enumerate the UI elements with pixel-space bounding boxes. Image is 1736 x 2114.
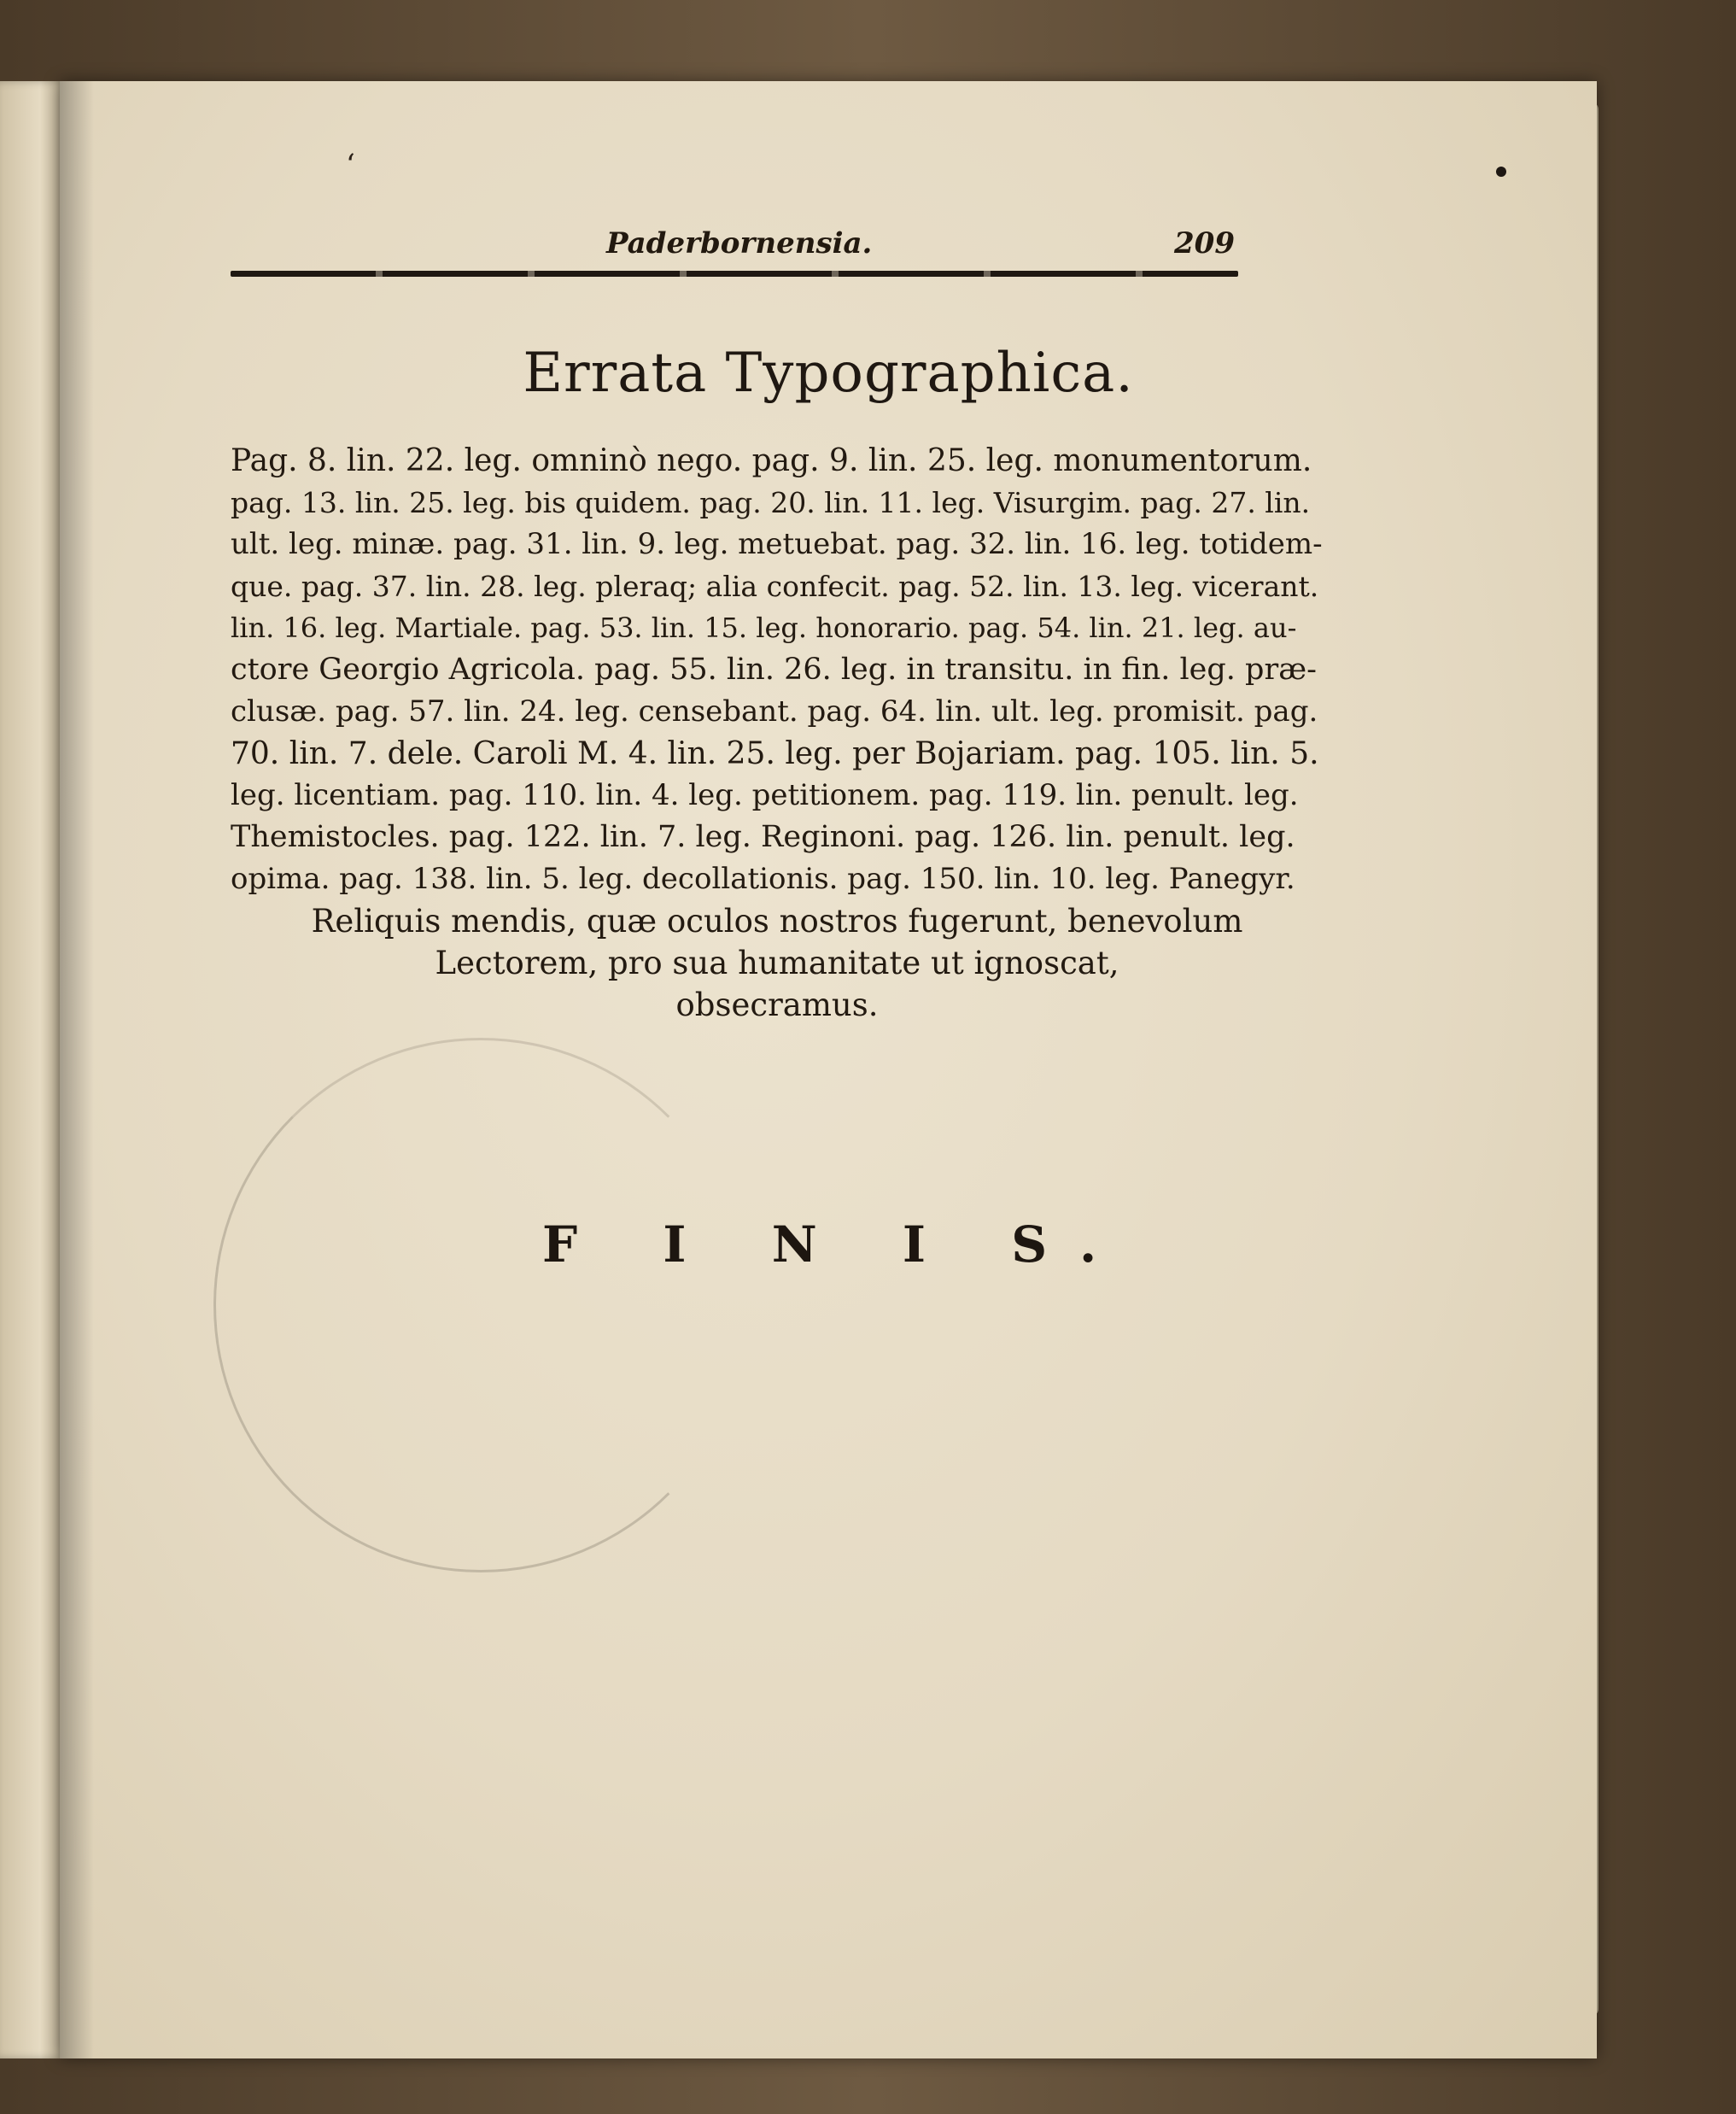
- closing-line: Reliquis mendis, quæ oculos nostros fugerunt, benevolum: [311, 903, 1243, 940]
- closing-line: Lectorem, pro sua humanitate ut ignoscat,: [435, 945, 1119, 981]
- errata-line: leg. licentiam. pag. 110. lin. 4. leg. petitionem. pag. 119. lin. penult. leg.: [231, 778, 1299, 812]
- errata-line: clusæ. pag. 57. lin. 24. leg. censebant. pag. 64. lin. ult. leg. promisit. pag.: [231, 694, 1318, 729]
- faint-stamp-circle: [213, 1038, 748, 1572]
- finis-text: F I N I S.: [542, 1215, 1131, 1274]
- header-rule: [231, 271, 1238, 277]
- errata-line: lin. 16. leg. Martiale. pag. 53. lin. 15. leg. honorario. pag. 54. lin. 21. leg. au-: [231, 612, 1297, 644]
- errata-line: pag. 13. lin. 25. leg. bis quidem. pag. 20. lin. 11. leg. Visurgim. pag. 27. lin.: [231, 486, 1311, 519]
- running-head: Paderbornensia.: [606, 226, 873, 261]
- ink-dot: [1496, 167, 1506, 177]
- margin-mark: ʻ: [346, 148, 355, 182]
- errata-line: ult. leg. minæ. pag. 31. lin. 9. leg. metuebat. pag. 32. lin. 16. leg. totidem-: [231, 527, 1323, 561]
- book-page: [60, 81, 1597, 2058]
- errata-line: opima. pag. 138. lin. 5. leg. decollationis. pag. 150. lin. 10. leg. Panegyr.: [231, 862, 1295, 896]
- errata-line: Themistocles. pag. 122. lin. 7. leg. Reginoni. pag. 126. lin. penult. leg.: [231, 820, 1295, 854]
- errata-line: que. pag. 37. lin. 28. leg. pleraq; alia confecit. pag. 52. lin. 13. leg. vicerant.: [231, 570, 1319, 603]
- errata-line: 70. lin. 7. dele. Caroli M. 4. lin. 25. leg. per Bojariam. pag. 105. lin. 5.: [231, 736, 1319, 771]
- errata-list: [231, 440, 1324, 1026]
- closing-line: obsecramus.: [675, 987, 879, 1023]
- previous-page-edge: [0, 81, 67, 2058]
- errata-line: ctore Georgio Agricola. pag. 55. lin. 26. leg. in transitu. in fin. leg. præ-: [231, 653, 1317, 687]
- page-title: Errata Typographica.: [523, 342, 1134, 405]
- errata-line: Pag. 8. lin. 22. leg. omninò nego. pag. 9. lin. 25. leg. monumentorum.: [231, 443, 1312, 478]
- page-number: 209: [1174, 226, 1235, 261]
